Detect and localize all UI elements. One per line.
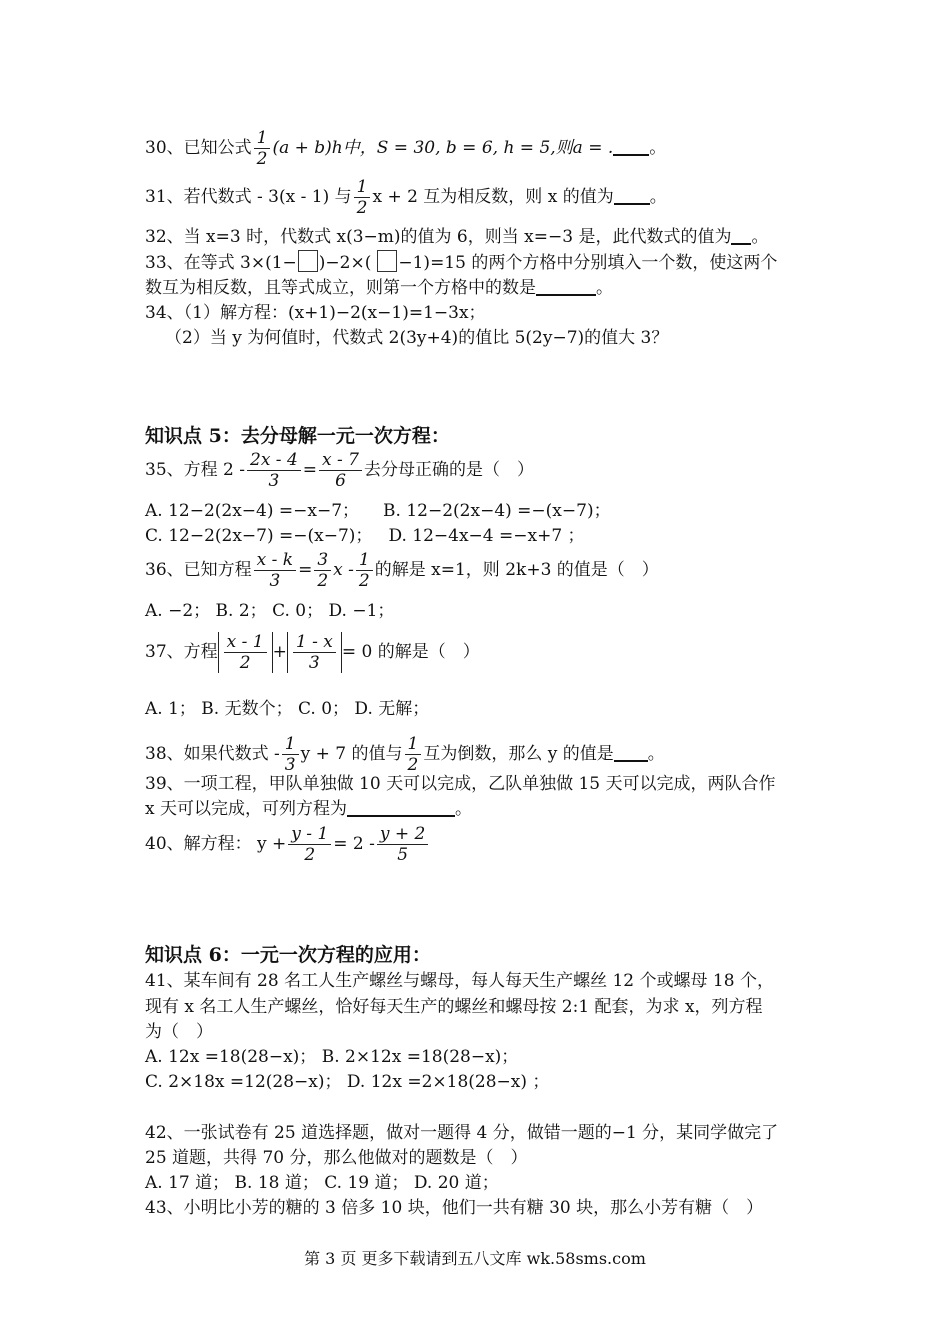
question-31: 31、若代数式 - 3(x - 1) 与 $\frac{1}{2}$ x + 2 互为相反数，则 x 的值为 。 — [145, 177, 667, 218]
page-footer: 第 3 页 更多下载请到五八文库 wk.58sms.com — [304, 1249, 646, 1268]
fraction: $\frac{x - 1}{2}$ — [224, 632, 267, 673]
question-42-options: A. 17 道； B. 18 道； C. 19 道； D. 20 道； — [145, 1173, 499, 1193]
fraction: $\frac{2x - 4}{3}$ — [247, 450, 301, 491]
question-36: 36、已知方程 $\frac{x - k}{3}$ = $\frac{3}{2}$ x - $\frac{1}{2}$ 的解是 x=1，则 2k+3 的值是（ ） — [145, 550, 659, 591]
fraction-half: $\frac{1}{2}$ — [354, 177, 371, 218]
question-41-line3: 为（ ） — [145, 1022, 213, 1042]
fraction: $\frac{y + 2}{5}$ — [377, 824, 428, 865]
question-37: 37、方程 $\frac{x - 1}{2}$ + $\frac{1 - x}{3}$ = 0 的解是（ ） — [145, 632, 480, 673]
fraction: $\frac{y - 1}{2}$ — [288, 824, 331, 865]
answer-blank — [614, 742, 648, 762]
question-42: 42、一张试卷有 25 道选择题，做对一题得 4 分，做错一题的−1 分，某同学做完了 — [145, 1123, 779, 1143]
question-40: 40、解方程： y + $\frac{y - 1}{2}$ = 2 - $\frac{y + 2}{5}$ — [145, 824, 430, 865]
answer-blank — [536, 276, 596, 296]
question-39: 39、一项工程，甲队单独做 10 天可以完成，乙队单独做 15 天可以完成，两队合作 — [145, 774, 776, 794]
question-35-options-ab: A. 12−2(2x−4) =−x−7； B. 12−2(2x−4) =−(x−7)； — [145, 501, 611, 521]
answer-blank — [731, 225, 751, 245]
question-38: 38、如果代数式 - $\frac{1}{3}$ y + 7 的值与 $\frac{1}{2}$ 互为倒数，那么 y 的值是 。 — [145, 734, 665, 775]
fraction: $\frac{1 - x}{3}$ — [293, 632, 336, 673]
blank-box-2 — [377, 250, 397, 272]
question-35-options-cd: C. 12−2(2x−7) =−(x−7)； D. 12−4x−4 =−x+7 ； — [145, 526, 585, 546]
absolute-value — [218, 632, 273, 673]
absolute-value — [287, 632, 342, 673]
answer-blank — [613, 136, 649, 156]
question-32: 32、当 x=3 时，代数式 x(3−m)的值为 6，则当 x=−3 是，此代数式的值为 。 — [145, 227, 769, 247]
question-43: 43、小明比小芳的糖的 3 倍多 10 块，他们一共有糖 30 块，那么小芳有糖（ ） — [145, 1198, 764, 1218]
question-36-options: A. −2； B. 2； C. 0； D. −1； — [145, 601, 395, 621]
section-heading-5: 知识点 5：去分母解一元一次方程： — [145, 425, 450, 447]
fraction: $\frac{1}{2}$ — [405, 734, 422, 775]
question-42-line2: 25 道题，共得 70 分，那么他做对的题数是（ ） — [145, 1148, 528, 1168]
fraction: $\frac{1}{2}$ — [356, 550, 373, 591]
blank-box-1 — [298, 250, 318, 272]
question-41: 41、某车间有 28 名工人生产螺丝与螺母，每人每天生产螺丝 12 个或螺母 18 个， — [145, 971, 774, 991]
answer-blank — [614, 185, 650, 205]
answer-blank — [347, 797, 455, 817]
fraction-half: $\frac{1}{2}$ — [254, 128, 271, 169]
question-41-options-cd: C. 2×18x =12(28−x)； D. 12x =2×18(28−x) ； — [145, 1072, 550, 1092]
section-heading-6: 知识点 6：一元一次方程的应用： — [145, 944, 431, 966]
question-34-part2: （2）当 y 为何值时，代数式 2(3y+4)的值比 5(2y−7)的值大 3？ — [165, 328, 669, 348]
fraction: $\frac{x - k}{3}$ — [254, 550, 296, 591]
question-39-line2: x 天可以完成，可列方程为 。 — [145, 799, 472, 819]
question-37-options: A. 1； B. 无数个； C. 0； D. 无解； — [145, 699, 430, 719]
fraction: $\frac{3}{2}$ — [314, 550, 331, 591]
question-41-line2: 现有 x 名工人生产螺丝，恰好每天生产的螺丝和螺母按 2:1 配套，为求 x，列方程 — [145, 997, 763, 1017]
fraction: $\frac{1}{3}$ — [282, 734, 299, 775]
question-30: 30、已知公式 $\frac{1}{2}$ (a + b)h中，S = 30, b = 6, h = 5,则a = . 。 — [145, 128, 667, 169]
question-41-options-ab: A. 12x =18(28−x)； B. 2×12x =18(28−x)； — [145, 1047, 519, 1067]
question-33-line2: 数互为相反数，且等式成立，则第一个方格中的数是 。 — [145, 278, 613, 298]
question-34-part1: 34、（1）解方程：(x+1)−2(x−1)=1−3x； — [145, 303, 486, 323]
fraction: $\frac{x - 7}{6}$ — [319, 450, 362, 491]
question-33: 33、在等式 3×(1− )−2×( −1)=15 的两个方格中分别填入一个数，使这两个 — [145, 250, 777, 275]
question-35: 35、方程 2 - $\frac{2x - 4}{3}$ = $\frac{x - 7}{6}$ 去分母正确的是（ ） — [145, 450, 534, 491]
